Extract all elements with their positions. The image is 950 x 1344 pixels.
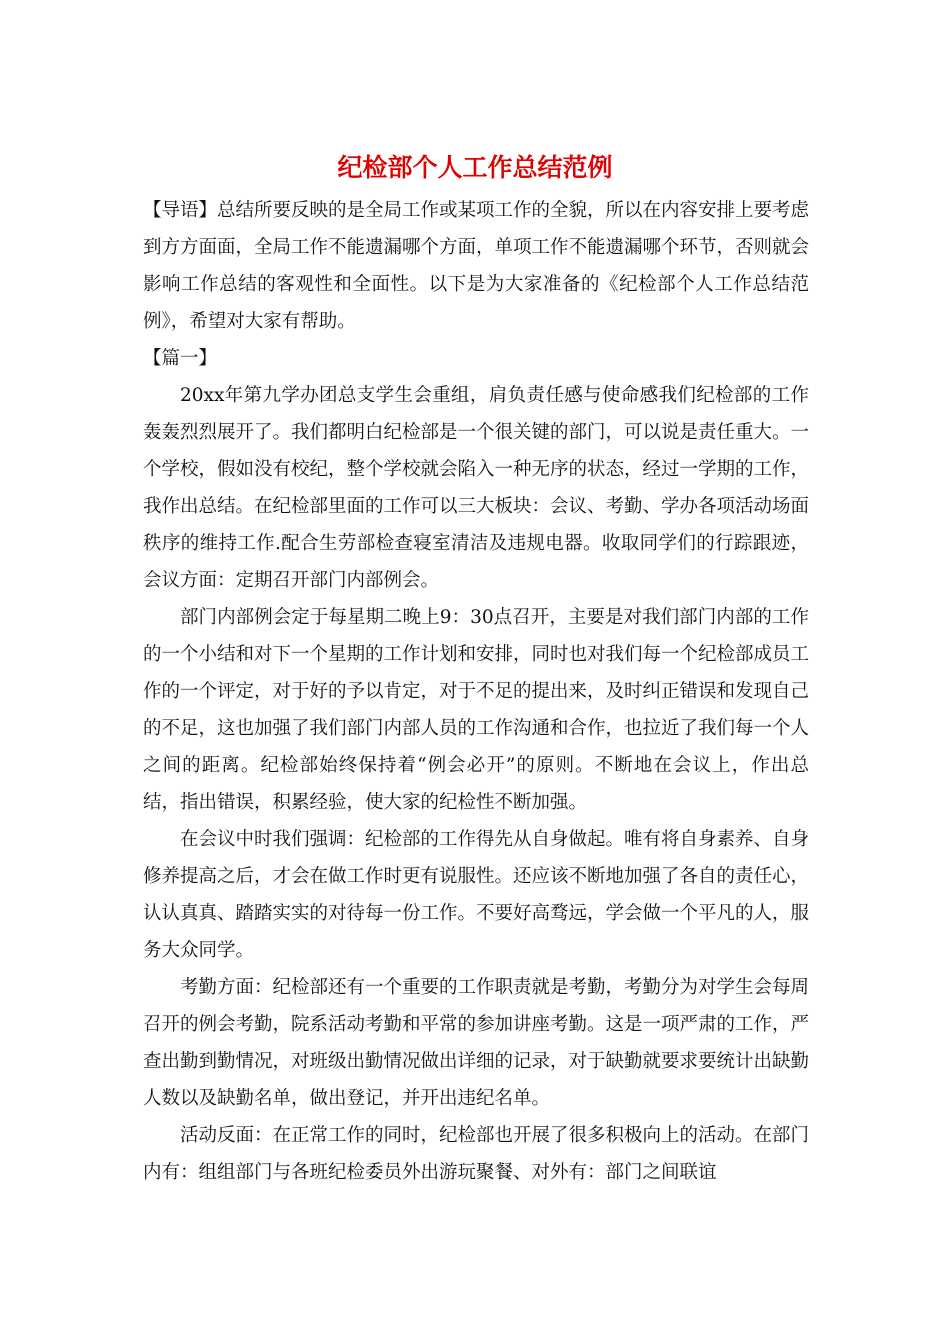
body-paragraph: 在会议中时我们强调：纪检部的工作得先从自身做起。唯有将自身素养、自身修养提高之后，才会在做工作时更有说服性。还应该不断地加强了各自的责任心，认认真真、踏踏实实的对待每一份工作。不要好高骛远，学会做一个平凡的人，服务大众同学。 [143,829,810,961]
intro-paragraph: 【导语】总结所要反映的是全局工作或某项工作的全貌，所以在内容安排上要考虑到方方面面，全局工作不能遗漏哪个方面，单项工作不能遗漏哪个环节，否则就会影响工作总结的客观性和全面性。以下是为大家准备的《纪检部个人工作总结范例》，希望对大家有帮助。 [143,200,810,332]
document-title: 纪检部个人工作总结范例 [337,153,613,182]
section-label: 【篇一】 [143,348,218,369]
body-paragraph: 活动反面：在正常工作的同时，纪检部也开展了很多积极向上的活动。在部门内有：组组部门与各班纪检委员外出游玩聚餐、对外有：部门之间联谊 [143,1125,810,1183]
body-paragraph: 20xx年第九学办团总支学生会重组，肩负责任感与使命感我们纪检部的工作轰轰烈烈展开了。我们都明白纪检部是一个很关键的部门，可以说是责任重大。一个学校，假如没有校纪，整个学校就会陷入一种无序的状态，经过一学期的工作，我作出总结。在纪检部里面的工作可以三大板块：会议、考勤、学办各项活动场面秩序的维持工作.配合生劳部检查寝室清洁及违规电器。收取同学们的行踪跟迹，会议方面：定期召开部门内部例会。 [143,385,810,591]
body-paragraph: 部门内部例会定于每星期二晚上9：30点召开，主要是对我们部门内部的工作的一个小结和对下一个星期的工作计划和安排，同时也对我们每一个纪检部成员工作的一个评定，对于好的予以肯定，对于不足的提出来，及时纠正错误和发现自己的不足，这也加强了我们部门内部人员的工作沟通和合作，也拉近了我们每一个人之间的距离。纪检部始终保持着“例会必开”的原则。不断地在会议上，作出总结，指出错误，积累经验，使大家的纪检性不断加强。 [143,607,810,813]
body-paragraph: 考勤方面：纪检部还有一个重要的工作职责就是考勤，考勤分为对学生会每周召开的例会考勤，院系活动考勤和平常的参加讲座考勤。这是一项严肃的工作，严查出勤到勤情况，对班级出勤情况做出详细的记录，对于缺勤就要求要统计出缺勤人数以及缺勤名单，做出登记，并开出违纪名单。 [143,977,810,1109]
document-body [143,192,809,1191]
